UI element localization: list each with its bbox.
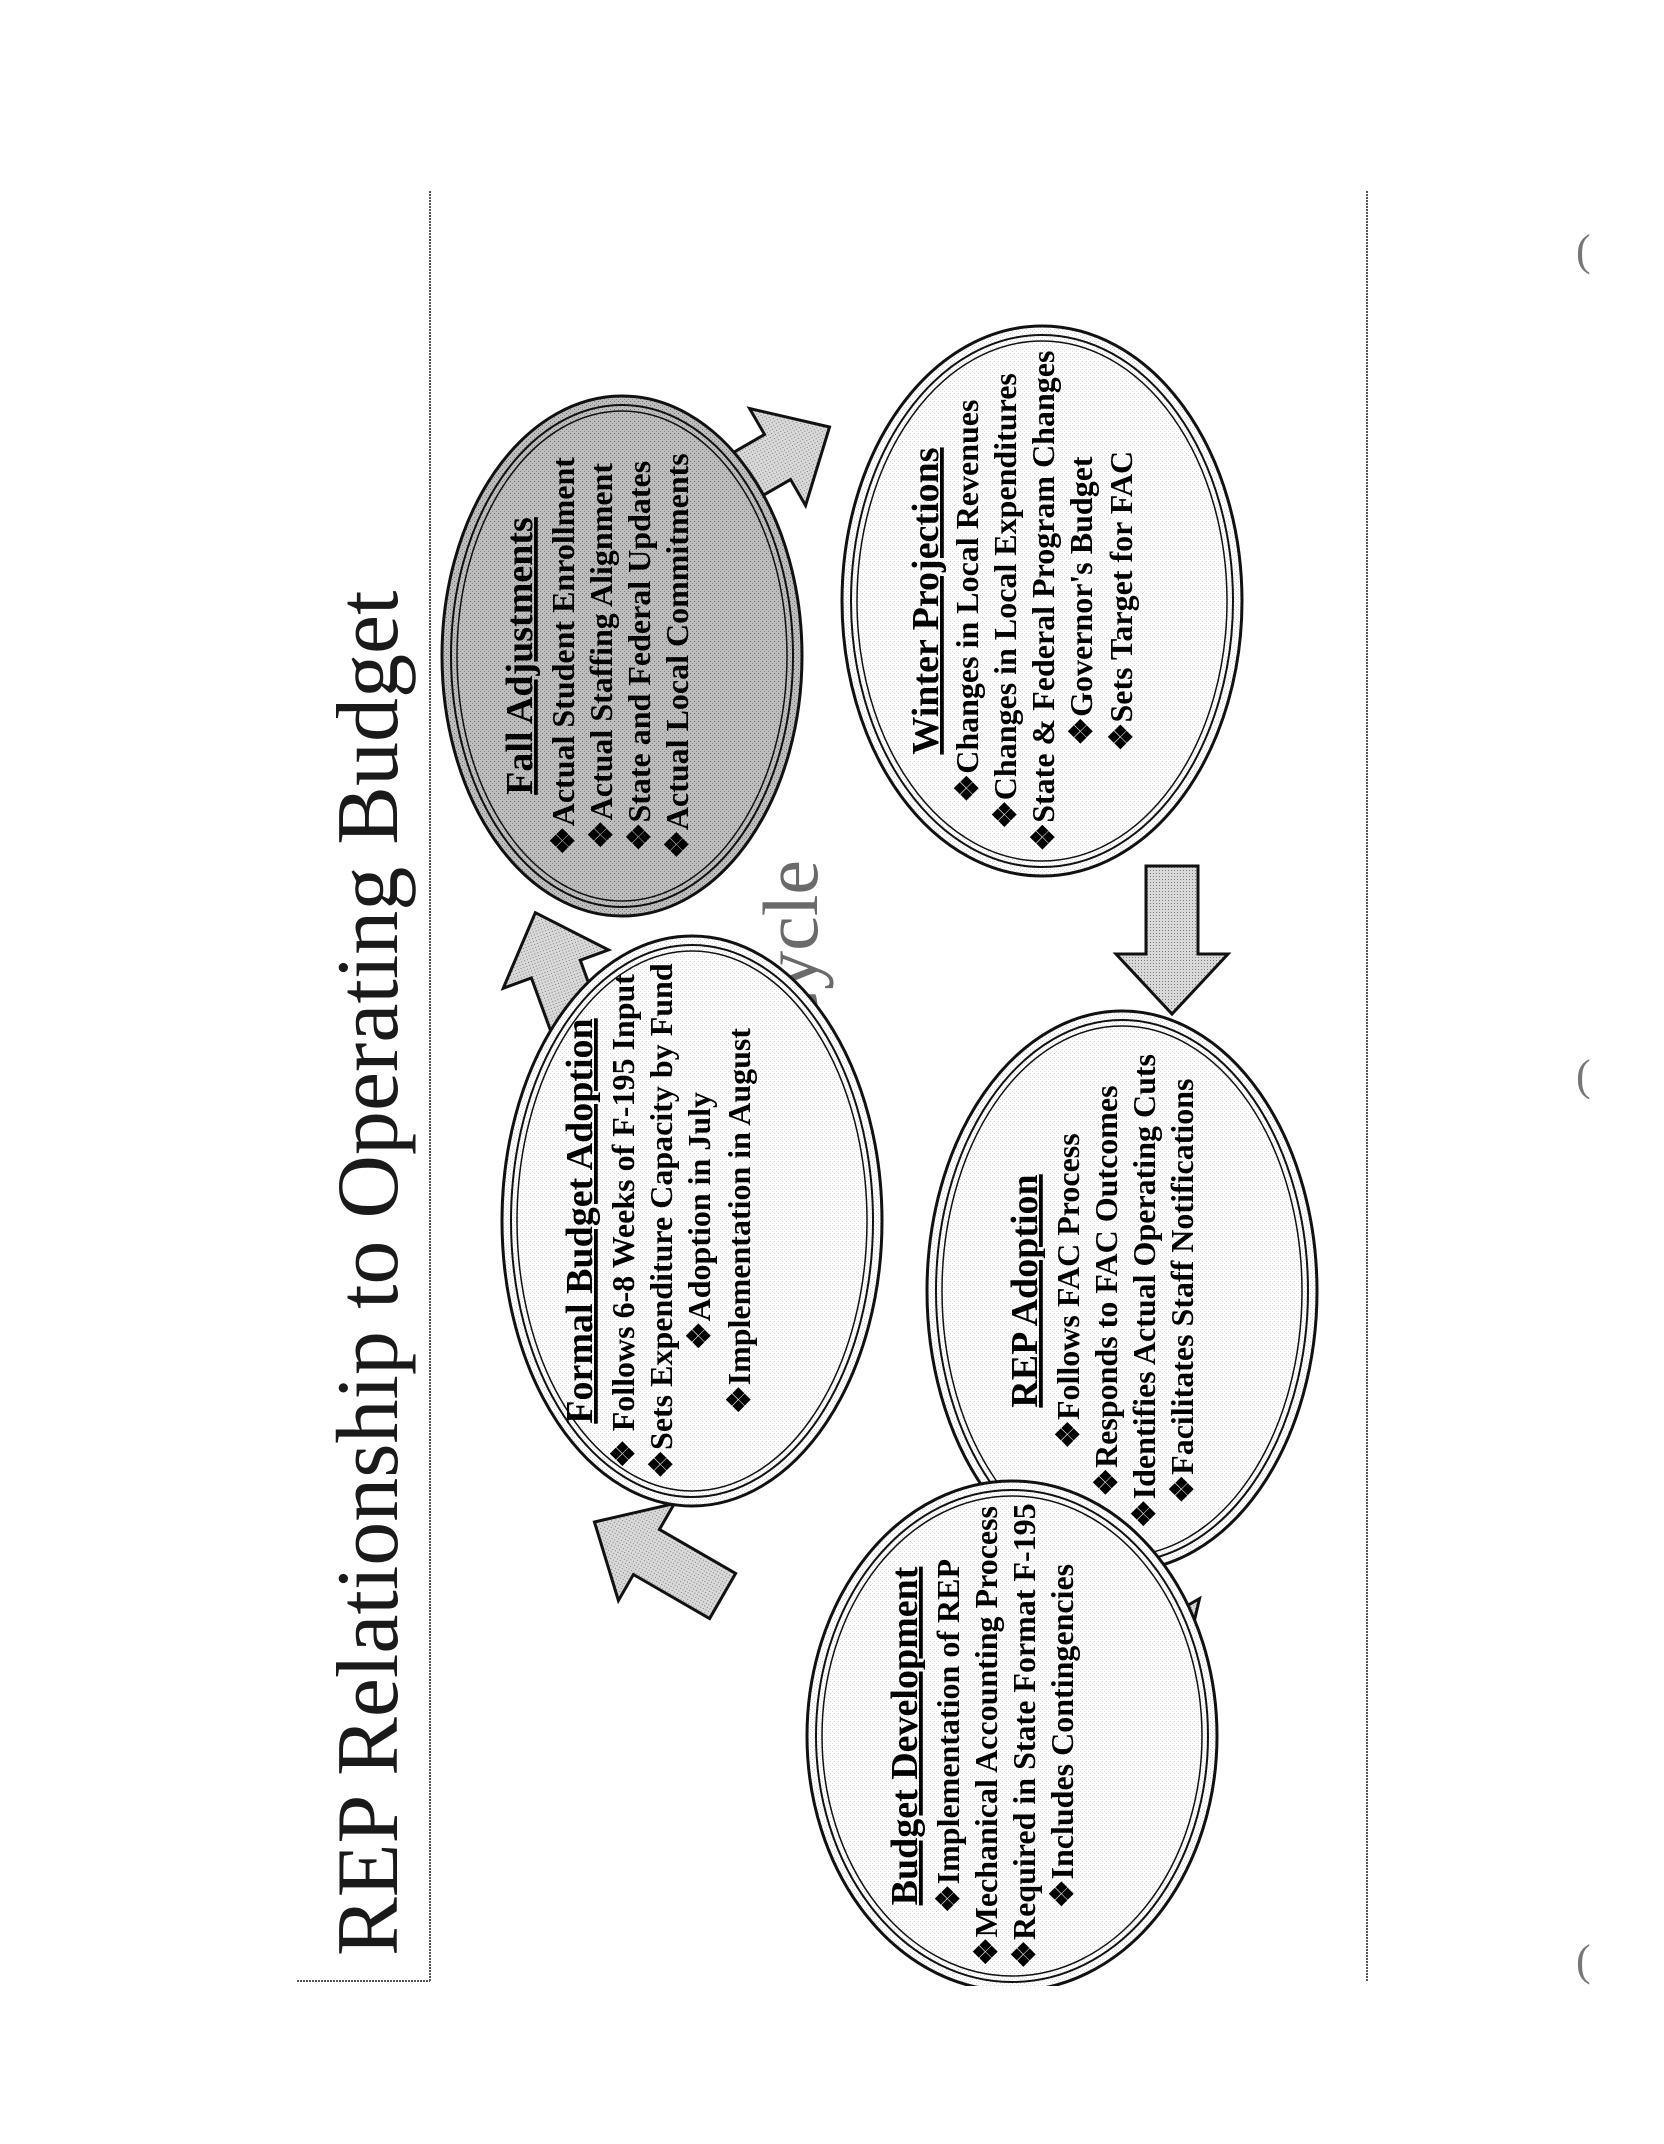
stage-heading: Winter Projections xyxy=(905,447,947,755)
stage-item: ❖Mechanical Accounting Process xyxy=(968,1505,1004,1967)
stage-winter-projections xyxy=(842,326,1242,876)
stage-item: ❖Includes Contingencies xyxy=(1044,1563,1080,1909)
stage-item: ❖Sets Expenditure Capacity by Fund xyxy=(643,963,679,1479)
stage-item: ❖Adoption in July xyxy=(681,1091,717,1351)
binder-hole-mark: ( xyxy=(1576,1051,1591,1100)
slide xyxy=(262,158,1402,1986)
stage-heading: Budget Development xyxy=(884,1566,926,1906)
stage-item: ❖Governor's Budget xyxy=(1063,456,1099,746)
stage-item: ❖Actual Local Commitments xyxy=(659,453,695,859)
stage-item: ❖Required in State Format F-195 xyxy=(1006,1503,1042,1969)
stage-item: ❖State and Federal Updates xyxy=(621,460,657,852)
stage-fall-adjustments xyxy=(442,396,802,916)
stage-item: ❖Responds to FAC Outcomes xyxy=(1088,1085,1124,1497)
stage-item: ❖Actual Student Enrollment xyxy=(545,457,581,855)
stage-item: ❖Implementation in August xyxy=(721,1027,757,1415)
arrow-winter-to-rep xyxy=(1116,866,1228,1014)
stage-formal-budget-adoption xyxy=(502,936,882,1506)
binder-hole-mark: ( xyxy=(1576,226,1591,275)
binder-hole-mark: ( xyxy=(1576,1936,1591,1985)
stage-item: ❖Actual Staffing Alignment xyxy=(583,462,619,850)
stage-budget-development xyxy=(807,1481,1217,1986)
stage-item: ❖Facilitates Staff Notifications xyxy=(1164,1078,1200,1504)
stage-heading: Formal Budget Adoption xyxy=(559,1018,601,1424)
stage-item: ❖Changes in Local Revenues xyxy=(949,399,985,803)
stage-heading: REP Adoption xyxy=(1004,1174,1046,1408)
stage-item: ❖Changes in Local Expenditures xyxy=(987,373,1023,829)
page-title: REP Relationship to Operating Budget xyxy=(320,590,417,1956)
annual-cycle-diagram xyxy=(262,158,1402,1986)
stage-item: ❖Follows FAC Process xyxy=(1050,1133,1086,1449)
stage-item: ❖ Follows 6-8 Weeks of F-195 Input xyxy=(605,974,641,1468)
stage-item: ❖Sets Target for FAC xyxy=(1103,450,1139,752)
stage-heading: Fall Adjustments xyxy=(499,517,541,795)
stage-item: ❖Identifies Actual Operating Cuts xyxy=(1126,1053,1162,1529)
stage-item: ❖Implementation of REP xyxy=(930,1559,966,1913)
stage-item: ❖State & Federal Program Changes xyxy=(1025,350,1061,852)
